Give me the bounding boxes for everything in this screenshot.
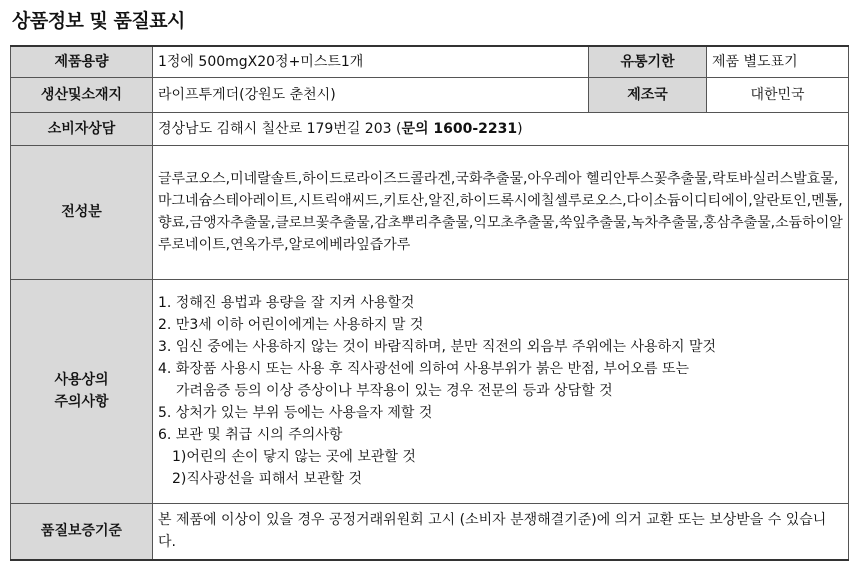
capacity-value: 1정에 500mgX20정+미스트1개 <box>153 46 589 77</box>
caution-subitem: 2)직사광선을 피해서 보관할 것 <box>172 471 363 487</box>
caution-subitem: 1)어린의 손이 닿지 않는 곳에 보관할 것 <box>172 449 416 465</box>
origin-value: 대한민국 <box>707 77 849 112</box>
caution-item: 6. 보관 및 취급 시의 주의사항 <box>158 427 343 443</box>
origin-label: 제조국 <box>589 77 707 112</box>
cautions-label-line2: 주의사항 <box>54 394 109 410</box>
consumer-value <box>153 112 849 145</box>
caution-item: 3. 임신 중에는 사용하지 않는 것이 바람직하며, 분만 직전의 외음부 주위에는 사용하지 말것 <box>158 339 717 355</box>
capacity-label: 제품용량 <box>11 46 153 77</box>
caution-item: 2. 만3세 이하 어린이에게는 사용하지 말 것 <box>158 317 424 333</box>
ingredients-value: 글루코오스,미네랄솔트,하이드로라이즈드콜라겐,국화추출물,아우레아 헬리안투스꽃추출물,락토바실러스발효물,마그네슘스테아레이트,시트릭애씨드,키토산,알진,하이드록시에칠셀루로오스,다이소듐이디티에이,알란토인,멘톨,향료,금앵자추출물,클로브꽃추출물,감초뿌리추출물,익모초추출물,쑥잎추출물,녹차추출물,홍삼추출물,소듐하이알루로네이트,연옥가루,알로에베라잎즙가루 <box>153 145 849 279</box>
cautions-value <box>153 279 849 503</box>
caution-item: 1. 정해진 용법과 용량을 잘 지켜 사용할것 <box>158 295 415 311</box>
caution-item: 4. 화장품 사용시 또는 사용 후 직사광선에 의하여 사용부위가 붉은 반점, 부어오름 또는 <box>158 361 690 377</box>
producer-label: 생산및소재지 <box>11 77 153 112</box>
row-cautions <box>11 279 849 503</box>
row-warranty <box>11 503 849 560</box>
row-capacity <box>11 46 849 77</box>
cautions-label <box>11 279 153 503</box>
expiry-label: 유통기한 <box>589 46 707 77</box>
page-title: 상품정보 및 품질표시 <box>12 10 185 32</box>
caution-item: 5. 상처가 있는 부위 등에는 사용을자 제할 것 <box>158 405 433 421</box>
row-producer <box>11 77 849 112</box>
expiry-value: 제품 별도표기 <box>707 46 849 77</box>
warranty-label: 품질보증기준 <box>11 503 153 560</box>
warranty-value: 본 제품에 이상이 있을 경우 공정거래위원회 고시 (소비자 분쟁해결기준)에 의거 교환 또는 보상받을 수 있습니다. <box>153 503 849 560</box>
row-consumer <box>11 112 849 145</box>
consumer-address: 경상남도 김해시 칠산로 179번길 203 ( <box>158 120 402 137</box>
consumer-inquiry: 문의 1600-2231 <box>401 120 518 137</box>
row-ingredients <box>11 145 849 279</box>
consumer-close: ) <box>517 120 523 137</box>
producer-value: 라이프투게더(강원도 춘천시) <box>153 77 589 112</box>
ingredients-label: 전성분 <box>11 145 153 279</box>
caution-item-continued: 가려움증 등의 이상 증상이나 부작용이 있는 경우 전문의 등과 상담할 것 <box>176 383 613 399</box>
cautions-label-line1: 사용상의 <box>54 372 109 388</box>
product-info-table <box>10 45 849 561</box>
cautions-list <box>158 292 843 490</box>
consumer-label: 소비자상담 <box>11 112 153 145</box>
